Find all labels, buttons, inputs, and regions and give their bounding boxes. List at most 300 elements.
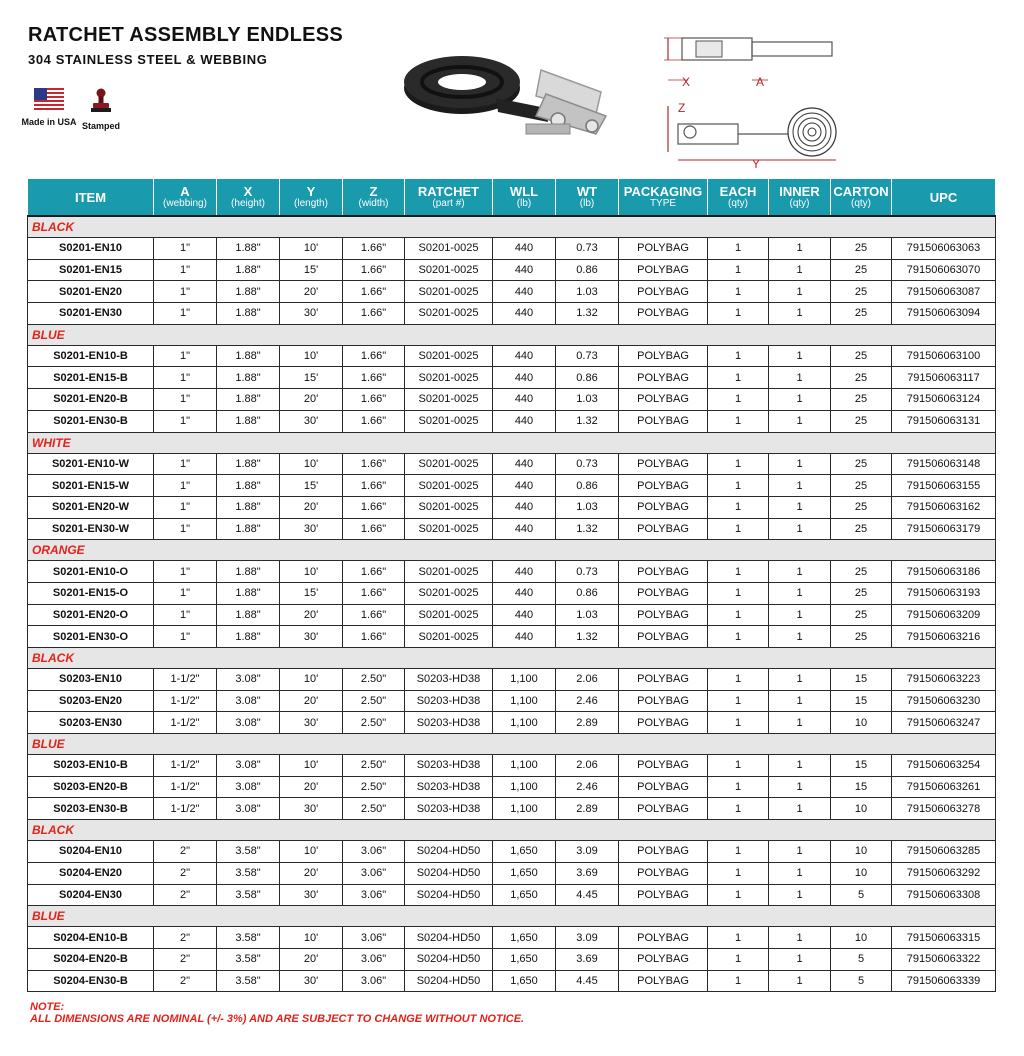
table-cell: 1" — [154, 453, 217, 475]
table-cell: 10' — [280, 345, 343, 367]
table-cell: 1 — [708, 798, 769, 820]
table-cell: S0204-EN10-B — [28, 927, 154, 949]
table-cell: 1.88" — [217, 410, 280, 432]
table-cell: S0204-EN20-B — [28, 948, 154, 970]
table-cell: 1 — [708, 475, 769, 497]
table-cell: 1-1/2" — [154, 690, 217, 712]
column-header-unit: (qty) — [789, 198, 810, 209]
table-cell: 1 — [708, 389, 769, 411]
column-header-label: WT — [576, 184, 598, 199]
table-cell: 10' — [280, 841, 343, 863]
table-cell: 1 — [708, 453, 769, 475]
table-cell: S0204-EN20 — [28, 862, 154, 884]
table-cell: 15 — [831, 690, 892, 712]
table-cell: 25 — [831, 281, 892, 303]
table-row — [28, 367, 996, 389]
table-row — [28, 410, 996, 432]
table-cell: 3.69 — [556, 948, 619, 970]
table-cell: 1 — [708, 561, 769, 583]
column-header — [556, 179, 619, 217]
table-cell: S0201-EN15 — [28, 259, 154, 281]
table-cell: 25 — [831, 238, 892, 260]
table-cell: POLYBAG — [619, 281, 708, 303]
table-row — [28, 389, 996, 411]
table-cell: 20' — [280, 690, 343, 712]
dim-x-label: X — [682, 75, 691, 89]
table-cell: 10' — [280, 238, 343, 260]
table-cell: 25 — [831, 367, 892, 389]
table-cell: 1.88" — [217, 303, 280, 325]
table-row — [28, 798, 996, 820]
table-cell: 1 — [769, 970, 831, 992]
table-row — [28, 927, 996, 949]
table-cell: 1.03 — [556, 389, 619, 411]
table-cell: 15' — [280, 582, 343, 604]
table-cell: 10' — [280, 927, 343, 949]
table-cell: 0.73 — [556, 561, 619, 583]
table-cell: 1 — [769, 367, 831, 389]
table-cell: 15 — [831, 776, 892, 798]
table-row — [28, 755, 996, 777]
table-cell: S0204-HD50 — [405, 948, 493, 970]
table-cell: 1.66" — [343, 561, 405, 583]
table-cell: 10' — [280, 561, 343, 583]
column-header — [493, 179, 556, 217]
table-cell: 25 — [831, 410, 892, 432]
specifications-table — [27, 178, 996, 992]
table-cell: 1 — [769, 776, 831, 798]
column-header — [892, 179, 996, 217]
table-cell: S0204-EN10 — [28, 841, 154, 863]
table-cell: 1 — [769, 690, 831, 712]
table-cell: 2.46 — [556, 690, 619, 712]
table-cell: 5 — [831, 970, 892, 992]
table-cell: 1 — [769, 518, 831, 540]
table-cell: 1.66" — [343, 345, 405, 367]
table-cell: 1 — [769, 496, 831, 518]
table-cell: 1 — [769, 862, 831, 884]
table-cell: 1,100 — [493, 755, 556, 777]
table-cell: S0201-EN20-O — [28, 604, 154, 626]
table-cell: 0.73 — [556, 238, 619, 260]
table-cell: 1 — [708, 238, 769, 260]
table-cell: 3.08" — [217, 755, 280, 777]
table-cell: 15 — [831, 669, 892, 691]
table-cell: 2.50" — [343, 690, 405, 712]
table-cell: POLYBAG — [619, 776, 708, 798]
table-cell: 2.06 — [556, 669, 619, 691]
table-cell: 1,650 — [493, 884, 556, 906]
table-cell: 1 — [708, 776, 769, 798]
table-cell: S0204-HD50 — [405, 841, 493, 863]
table-cell: POLYBAG — [619, 970, 708, 992]
table-cell: 2.89 — [556, 798, 619, 820]
table-cell: 1 — [708, 367, 769, 389]
column-header-unit: (part #) — [432, 198, 465, 209]
table-cell: S0201-0025 — [405, 238, 493, 260]
table-cell: 1.66" — [343, 410, 405, 432]
table-cell: S0201-EN15-O — [28, 582, 154, 604]
table-cell: 791506063315 — [892, 927, 996, 949]
table-cell: S0201-0025 — [405, 561, 493, 583]
table-cell: 1.66" — [343, 389, 405, 411]
table-cell: POLYBAG — [619, 259, 708, 281]
table-row — [28, 496, 996, 518]
table-cell: 30' — [280, 970, 343, 992]
table-row — [28, 303, 996, 325]
table-cell: 1 — [708, 345, 769, 367]
table-cell: 791506063094 — [892, 303, 996, 325]
column-header — [154, 179, 217, 217]
table-row — [28, 281, 996, 303]
table-cell: 1.88" — [217, 367, 280, 389]
table-cell: 440 — [493, 389, 556, 411]
table-cell: POLYBAG — [619, 518, 708, 540]
table-cell: 791506063223 — [892, 669, 996, 691]
table-cell: 30' — [280, 303, 343, 325]
table-cell: 791506063124 — [892, 389, 996, 411]
category-row — [28, 734, 996, 755]
table-cell: 1,100 — [493, 712, 556, 734]
table-cell: 1.88" — [217, 259, 280, 281]
table-cell: S0204-EN30-B — [28, 970, 154, 992]
table-cell: 1,100 — [493, 690, 556, 712]
table-cell: 20' — [280, 281, 343, 303]
table-cell: 0.73 — [556, 345, 619, 367]
table-cell: 3.08" — [217, 669, 280, 691]
table-cell: 791506063117 — [892, 367, 996, 389]
table-cell: POLYBAG — [619, 841, 708, 863]
table-cell: 2.46 — [556, 776, 619, 798]
table-cell: 1" — [154, 367, 217, 389]
table-cell: POLYBAG — [619, 582, 708, 604]
table-cell: 1.88" — [217, 281, 280, 303]
table-cell: 1-1/2" — [154, 669, 217, 691]
table-cell: 10' — [280, 453, 343, 475]
table-cell: 10 — [831, 841, 892, 863]
table-cell: S0201-EN30-B — [28, 410, 154, 432]
table-cell: 1 — [769, 884, 831, 906]
table-cell: 1.88" — [217, 604, 280, 626]
table-cell: 0.86 — [556, 475, 619, 497]
table-cell: S0201-0025 — [405, 303, 493, 325]
table-cell: 1 — [708, 948, 769, 970]
table-cell: 10' — [280, 669, 343, 691]
table-cell: 25 — [831, 475, 892, 497]
table-cell: POLYBAG — [619, 712, 708, 734]
table-cell: 10 — [831, 712, 892, 734]
table-cell: 25 — [831, 345, 892, 367]
table-cell: 1,650 — [493, 927, 556, 949]
table-cell: 440 — [493, 410, 556, 432]
table-cell: 440 — [493, 496, 556, 518]
table-cell: 3.08" — [217, 798, 280, 820]
table-cell: 15' — [280, 475, 343, 497]
table-cell: 1.88" — [217, 626, 280, 648]
table-cell: 1 — [769, 238, 831, 260]
table-cell: POLYBAG — [619, 604, 708, 626]
table-cell: 1" — [154, 561, 217, 583]
table-cell: 1 — [708, 518, 769, 540]
table-cell: 1.03 — [556, 496, 619, 518]
table-cell: 2" — [154, 927, 217, 949]
note-text: ALL DIMENSIONS ARE NOMINAL (+/- 3%) AND ARE SUBJECT TO CHANGE WITHOUT NOTICE. — [30, 1013, 525, 1025]
table-cell: 10 — [831, 798, 892, 820]
dimension-diagram — [660, 28, 850, 168]
table-cell: 1.32 — [556, 410, 619, 432]
column-header-label: ITEM — [74, 189, 107, 205]
column-header-label: UPC — [929, 189, 958, 205]
table-cell: POLYBAG — [619, 948, 708, 970]
table-cell: 791506063100 — [892, 345, 996, 367]
table-cell: POLYBAG — [619, 303, 708, 325]
table-cell: 25 — [831, 582, 892, 604]
page-subtitle: 304 STAINLESS STEEL & WEBBING — [28, 52, 268, 67]
table-cell: 10 — [831, 862, 892, 884]
table-cell: 3.08" — [217, 776, 280, 798]
column-header — [619, 179, 708, 217]
table-row — [28, 669, 996, 691]
table-cell: 1 — [769, 712, 831, 734]
table-cell: S0201-0025 — [405, 475, 493, 497]
table-cell: 1 — [708, 303, 769, 325]
table-cell: 1 — [769, 927, 831, 949]
table-cell: POLYBAG — [619, 927, 708, 949]
table-cell: S0201-EN20 — [28, 281, 154, 303]
table-cell: 1 — [769, 626, 831, 648]
table-cell: S0201-0025 — [405, 345, 493, 367]
table-cell: POLYBAG — [619, 862, 708, 884]
column-header-label: EACH — [719, 184, 757, 199]
table-row — [28, 970, 996, 992]
category-label: BLACK — [28, 216, 996, 238]
table-cell: 15 — [831, 755, 892, 777]
table-cell: 3.06" — [343, 927, 405, 949]
table-cell: 25 — [831, 453, 892, 475]
table-cell: 1 — [708, 496, 769, 518]
table-cell: 1,100 — [493, 669, 556, 691]
table-cell: 3.58" — [217, 970, 280, 992]
table-cell: 3.58" — [217, 884, 280, 906]
table-cell: 20' — [280, 862, 343, 884]
table-cell: 1 — [769, 345, 831, 367]
table-cell: 440 — [493, 561, 556, 583]
table-cell: 1 — [769, 798, 831, 820]
table-row — [28, 561, 996, 583]
table-cell: 1.32 — [556, 518, 619, 540]
category-row — [28, 432, 996, 453]
table-cell: S0203-HD38 — [405, 776, 493, 798]
table-cell: S0201-0025 — [405, 496, 493, 518]
table-cell: S0201-EN30-O — [28, 626, 154, 648]
table-cell: 3.06" — [343, 884, 405, 906]
table-cell: S0201-EN30-W — [28, 518, 154, 540]
table-cell: 1 — [769, 453, 831, 475]
column-header-label: Z — [369, 184, 378, 199]
table-cell: S0203-HD38 — [405, 798, 493, 820]
table-cell: 30' — [280, 410, 343, 432]
table-cell: S0201-0025 — [405, 281, 493, 303]
table-cell: 791506063230 — [892, 690, 996, 712]
table-cell: 1.66" — [343, 582, 405, 604]
table-cell: 4.45 — [556, 884, 619, 906]
table-cell: 1-1/2" — [154, 712, 217, 734]
table-cell: S0201-EN20-W — [28, 496, 154, 518]
table-cell: 791506063063 — [892, 238, 996, 260]
table-cell: 1 — [769, 281, 831, 303]
table-body — [28, 216, 996, 992]
table-cell: POLYBAG — [619, 669, 708, 691]
table-cell: POLYBAG — [619, 561, 708, 583]
table-cell: 3.58" — [217, 927, 280, 949]
category-label: WHITE — [28, 432, 996, 453]
table-cell: 1.88" — [217, 496, 280, 518]
table-cell: 1 — [769, 755, 831, 777]
table-cell: S0203-EN20-B — [28, 776, 154, 798]
table-cell: 2.06 — [556, 755, 619, 777]
table-cell: S0201-EN10-O — [28, 561, 154, 583]
table-cell: S0201-EN20-B — [28, 389, 154, 411]
table-cell: 791506063070 — [892, 259, 996, 281]
column-header-unit: (width) — [358, 198, 389, 209]
table-cell: 0.86 — [556, 259, 619, 281]
table-cell: 20' — [280, 776, 343, 798]
table-cell: 2.50" — [343, 669, 405, 691]
table-row — [28, 862, 996, 884]
table-cell: POLYBAG — [619, 475, 708, 497]
table-cell: 791506063193 — [892, 582, 996, 604]
table-cell: 791506063087 — [892, 281, 996, 303]
table-cell: POLYBAG — [619, 238, 708, 260]
table-cell: 440 — [493, 259, 556, 281]
table-cell: 20' — [280, 604, 343, 626]
table-cell: 1" — [154, 238, 217, 260]
table-cell: POLYBAG — [619, 389, 708, 411]
category-label: BLACK — [28, 648, 996, 669]
table-cell: 1 — [708, 712, 769, 734]
table-cell: 10' — [280, 755, 343, 777]
table-cell: 791506063162 — [892, 496, 996, 518]
column-header-label: WLL — [509, 184, 539, 199]
table-cell: 2" — [154, 862, 217, 884]
made-in-usa-label: Made in USA — [21, 117, 77, 127]
table-cell: 1-1/2" — [154, 776, 217, 798]
category-row — [28, 648, 996, 669]
table-row — [28, 948, 996, 970]
table-cell: S0201-EN10-W — [28, 453, 154, 475]
column-header-unit: (height) — [231, 198, 265, 209]
table-cell: 1.66" — [343, 475, 405, 497]
table-cell: S0201-0025 — [405, 582, 493, 604]
table-cell: 20' — [280, 496, 343, 518]
table-cell: S0201-EN15-B — [28, 367, 154, 389]
table-row — [28, 345, 996, 367]
table-cell: 4.45 — [556, 970, 619, 992]
column-header-label: RATCHET — [417, 184, 480, 199]
table-cell: 1,650 — [493, 948, 556, 970]
table-row — [28, 712, 996, 734]
table-cell: 1 — [708, 281, 769, 303]
table-cell: POLYBAG — [619, 496, 708, 518]
table-cell: 2" — [154, 970, 217, 992]
table-cell: 1,650 — [493, 970, 556, 992]
table-cell: 1.66" — [343, 238, 405, 260]
table-cell: 15' — [280, 259, 343, 281]
table-cell: S0201-0025 — [405, 626, 493, 648]
table-cell: 1" — [154, 496, 217, 518]
table-cell: POLYBAG — [619, 345, 708, 367]
table-cell: 1.32 — [556, 626, 619, 648]
us-flag-icon — [34, 88, 64, 110]
table-cell: POLYBAG — [619, 367, 708, 389]
stamp-icon — [88, 88, 114, 114]
table-cell: 1 — [708, 626, 769, 648]
category-label: BLUE — [28, 734, 996, 755]
table-row — [28, 259, 996, 281]
table-cell: 1.88" — [217, 389, 280, 411]
table-cell: 1 — [708, 970, 769, 992]
table-cell: 1" — [154, 345, 217, 367]
table-cell: 791506063261 — [892, 776, 996, 798]
table-cell: S0201-EN15-W — [28, 475, 154, 497]
stamped-label: Stamped — [81, 121, 120, 131]
table-cell: 3.09 — [556, 841, 619, 863]
table-cell: 1 — [769, 604, 831, 626]
table-cell: 1 — [708, 410, 769, 432]
table-cell: 791506063292 — [892, 862, 996, 884]
ratchet-strap-product-image — [396, 30, 626, 150]
table-cell: 3.58" — [217, 841, 280, 863]
table-cell: POLYBAG — [619, 453, 708, 475]
table-cell: 1.66" — [343, 626, 405, 648]
column-header — [831, 179, 892, 217]
table-cell: 1.66" — [343, 259, 405, 281]
table-cell: 1.66" — [343, 367, 405, 389]
table-cell: S0201-0025 — [405, 604, 493, 626]
table-cell: 1 — [708, 259, 769, 281]
table-cell: 1" — [154, 259, 217, 281]
column-header — [280, 179, 343, 217]
table-header-row — [28, 179, 996, 217]
table-row — [28, 604, 996, 626]
table-cell: 20' — [280, 948, 343, 970]
table-cell: 1.88" — [217, 561, 280, 583]
column-header — [405, 179, 493, 217]
table-cell: S0203-HD38 — [405, 712, 493, 734]
column-header — [343, 179, 405, 217]
table-cell: 1 — [708, 755, 769, 777]
table-cell: 1.03 — [556, 604, 619, 626]
stamped-badge — [66, 88, 136, 132]
table-cell: 0.86 — [556, 582, 619, 604]
table-cell: 1" — [154, 389, 217, 411]
column-header-label: Y — [306, 184, 316, 199]
table-cell: 3.69 — [556, 862, 619, 884]
table-cell: 1.88" — [217, 238, 280, 260]
table-cell: 1" — [154, 582, 217, 604]
table-cell: 30' — [280, 518, 343, 540]
table-cell: S0204-HD50 — [405, 927, 493, 949]
column-header-unit: (qty) — [851, 198, 871, 209]
table-cell: 30' — [280, 626, 343, 648]
table-cell: 2.50" — [343, 776, 405, 798]
table-cell: S0203-EN30-B — [28, 798, 154, 820]
table-cell: 1.66" — [343, 496, 405, 518]
table-cell: 791506063278 — [892, 798, 996, 820]
table-cell: 1.66" — [343, 604, 405, 626]
column-header-unit: (qty) — [728, 198, 748, 209]
table-cell: 1" — [154, 626, 217, 648]
